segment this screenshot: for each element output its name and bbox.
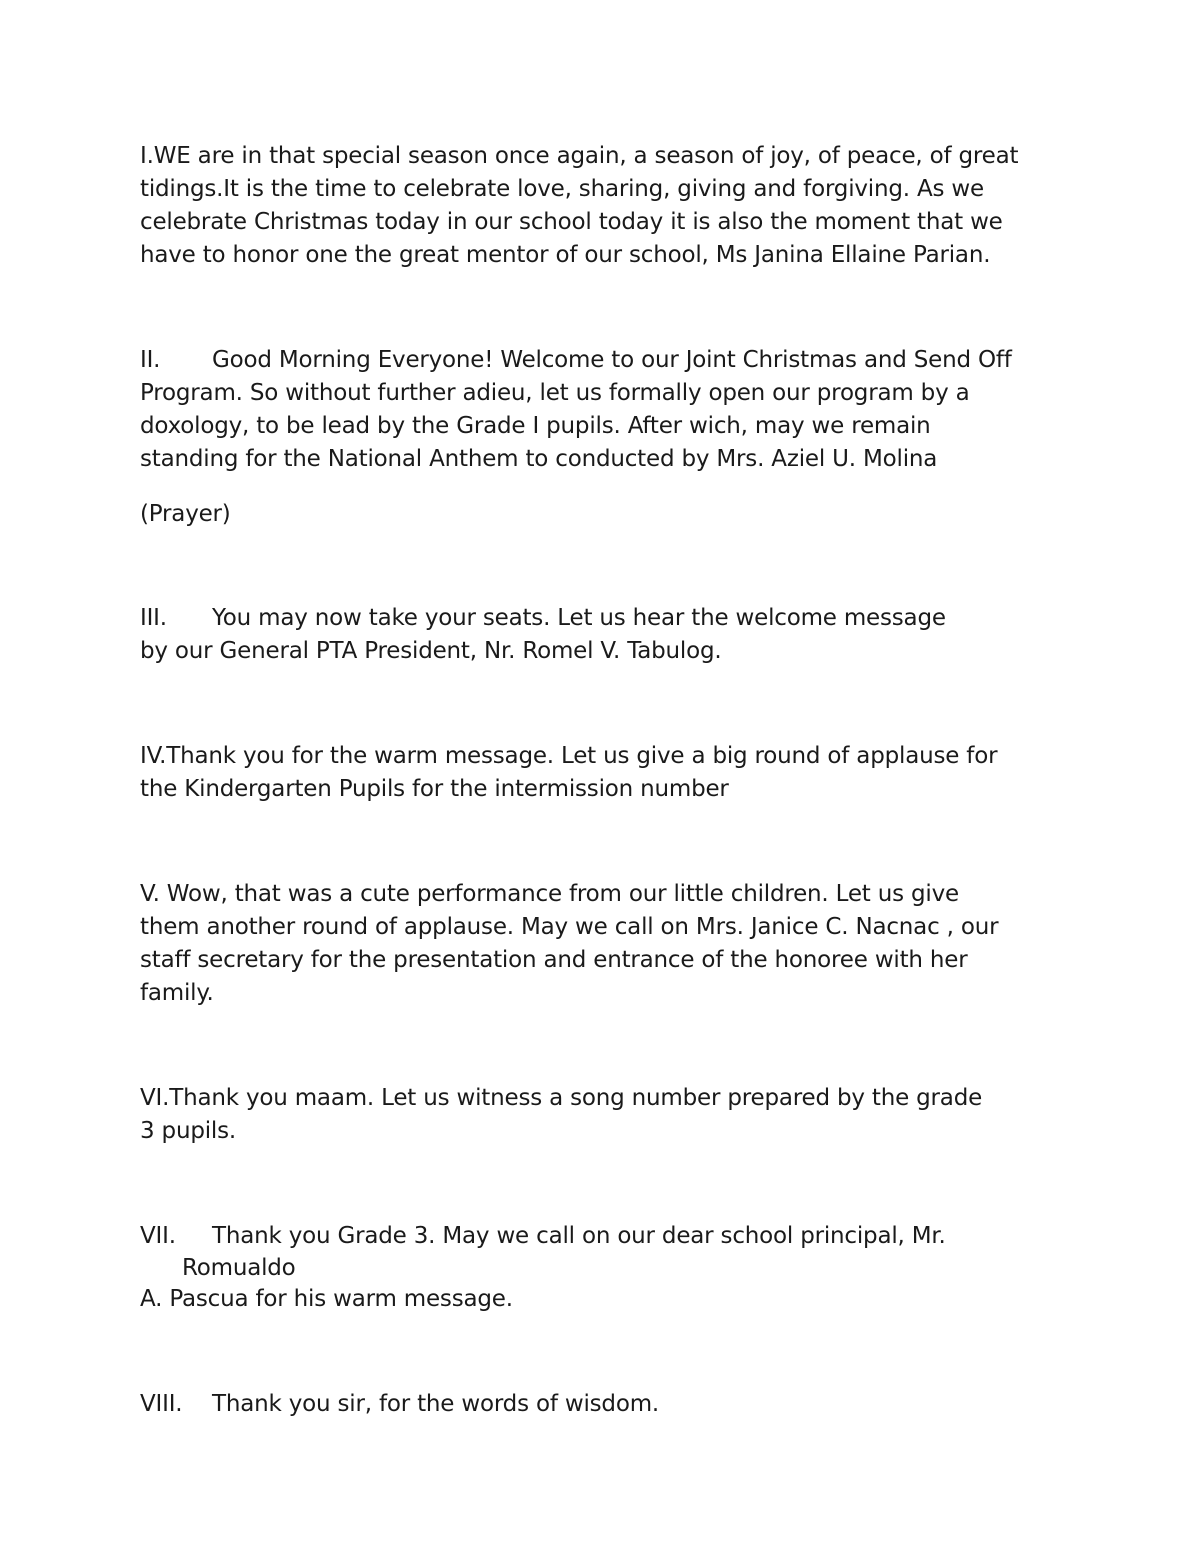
section-number: VII.	[140, 1223, 176, 1249]
text-line	[140, 1220, 1060, 1253]
paragraph-iv	[140, 740, 1060, 806]
paragraph-prayer	[140, 498, 1060, 531]
paragraph-viii	[140, 1388, 1060, 1421]
text-line: tidings.It is the time to celebrate love, sharing, giving and forgiving. As we	[140, 176, 984, 202]
text-line: them another round of applause. May we call on Mrs. Janice C. Nacnac , our	[140, 914, 999, 940]
text-line: have to honor one the great mentor of our school, Ms Janina Ellaine Parian.	[140, 242, 991, 268]
text-span: Thank you sir, for the words of wisdom.	[212, 1391, 660, 1417]
paragraph-vi	[140, 1082, 1060, 1148]
text-line: 3 pupils.	[140, 1118, 236, 1144]
paragraph-v	[140, 878, 1060, 1010]
paragraph-vii	[140, 1220, 1060, 1316]
text-line: family.	[140, 980, 214, 1006]
paragraph-ii	[140, 344, 1060, 476]
text-line: I.WE are in that special season once again, a season of joy, of peace, of great	[140, 143, 1019, 169]
text-line: A. Pascua for his warm message.	[140, 1286, 513, 1312]
text-line: doxology, to be lead by the Grade I pupils. After wich, may we remain	[140, 413, 931, 439]
text-line: (Prayer)	[140, 501, 231, 527]
text-line	[140, 602, 1060, 635]
section-number: II.	[140, 347, 161, 373]
text-span: Thank you Grade 3. May we call on our dear school principal, Mr.	[212, 1223, 946, 1249]
text-line: V. Wow, that was a cute performance from our little children. Let us give	[140, 881, 959, 907]
text-span: Good Morning Everyone! Welcome to our Joint Christmas and Send Off	[212, 347, 1012, 373]
text-line: staff secretary for the presentation and entrance of the honoree with her	[140, 947, 968, 973]
paragraph-i	[140, 140, 1060, 272]
text-line-indented: Romualdo	[182, 1255, 296, 1281]
text-line: Program. So without further adieu, let us formally open our program by a	[140, 380, 970, 406]
section-number: VIII.	[140, 1391, 183, 1417]
text-line: by our General PTA President, Nr. Romel V. Tabulog.	[140, 638, 722, 664]
paragraph-iii	[140, 602, 1060, 668]
text-line: VI.Thank you maam. Let us witness a song number prepared by the grade	[140, 1085, 983, 1111]
text-line: IV.Thank you for the warm message. Let us give a big round of applause for	[140, 743, 998, 769]
section-number: III.	[140, 605, 167, 631]
text-line	[140, 1388, 1060, 1421]
text-line: standing for the National Anthem to conducted by Mrs. Aziel U. Molina	[140, 446, 938, 472]
text-span: You may now take your seats. Let us hear the welcome message	[212, 605, 946, 631]
text-line: celebrate Christmas today in our school today it is also the moment that we	[140, 209, 1003, 235]
text-line: the Kindergarten Pupils for the intermission number	[140, 776, 729, 802]
text-line	[140, 344, 1060, 377]
